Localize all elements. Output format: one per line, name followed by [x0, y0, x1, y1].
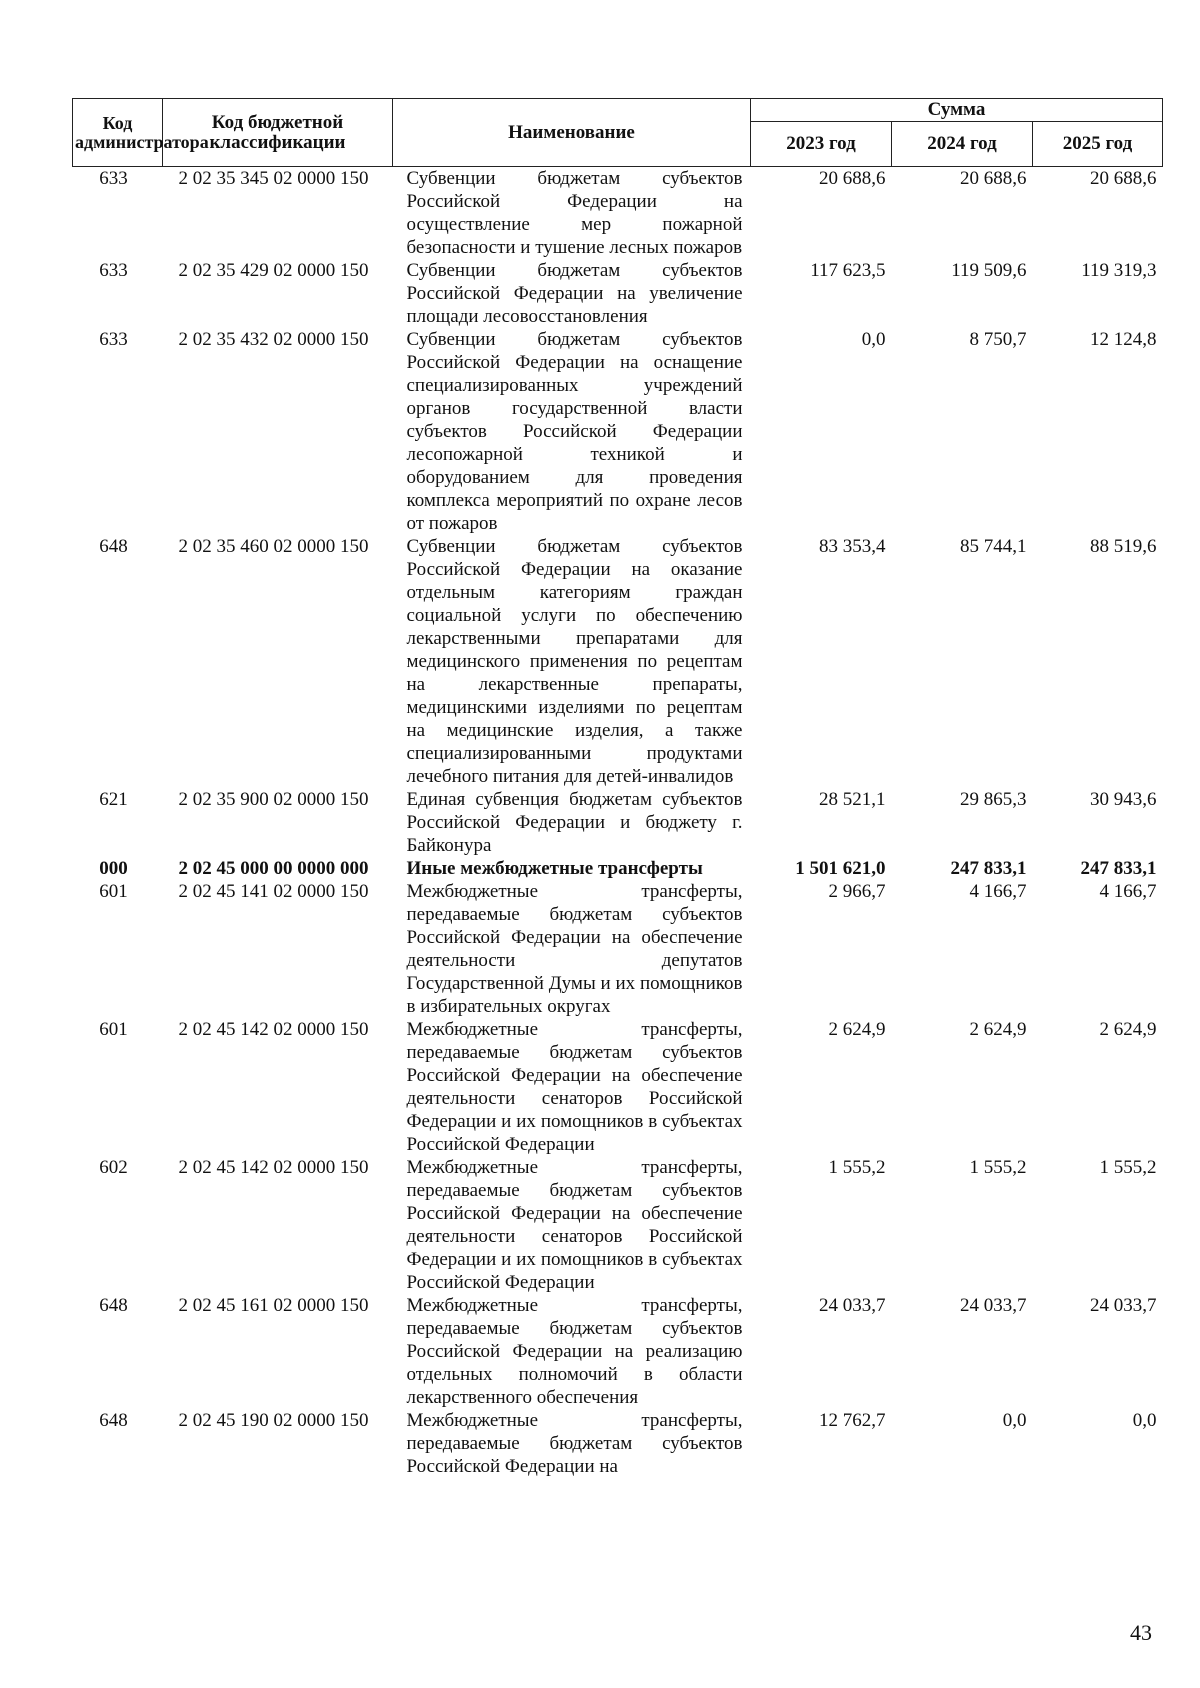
table-row — [73, 167, 1163, 260]
amount-2024-cell: 0,0 — [1002, 1410, 1027, 1431]
budget-code-cell: 2 02 45 000 00 0000 000 — [178, 858, 369, 879]
amount-2024-cell: 20 688,6 — [960, 168, 1027, 189]
amount-2025-cell: 30 943,6 — [1090, 789, 1157, 810]
header-year-2023: 2023 год — [751, 122, 892, 167]
table-row — [73, 857, 1163, 880]
table-header — [73, 99, 1163, 167]
amount-2024-cell: 1 555,2 — [969, 1157, 1027, 1178]
budget-code-cell: 2 02 45 142 02 0000 150 — [178, 1019, 369, 1040]
header-budget-code: Код бюджетной классификации — [163, 99, 393, 167]
header-year-2025: 2025 год — [1033, 122, 1163, 167]
admin-code-cell: 633 — [99, 329, 128, 350]
name-cell: Межбюджетные трансферты, передаваемые бюджетам субъектов Российской Федерации на обеспечение деятельности сенаторов Российской Федерации и их помощников в субъектах Российской Федерации — [406, 1019, 743, 1155]
name-cell: Субвенции бюджетам субъектов Российской Федерации на осуществление мер пожарной безопасности и тушение лесных пожаров — [406, 168, 743, 258]
admin-code-cell: 621 — [99, 789, 128, 810]
header-sum: Сумма — [751, 99, 1163, 122]
amount-2024-cell: 2 624,9 — [969, 1019, 1027, 1040]
amount-2023-cell: 24 033,7 — [819, 1295, 886, 1316]
amount-2024-cell: 8 750,7 — [969, 329, 1027, 350]
amount-2023-cell: 83 353,4 — [819, 536, 886, 557]
amount-2023-cell: 2 966,7 — [828, 881, 886, 902]
table-row — [73, 880, 1163, 1018]
amount-2023-cell: 117 623,5 — [810, 260, 886, 281]
amount-2023-cell: 0,0 — [861, 329, 886, 350]
amount-2025-cell: 119 319,3 — [1081, 260, 1157, 281]
table-row — [73, 1294, 1163, 1409]
admin-code-cell: 648 — [99, 536, 128, 557]
amount-2024-cell: 119 509,6 — [951, 260, 1027, 281]
amount-2024-cell: 247 833,1 — [950, 858, 1027, 879]
name-cell: Субвенции бюджетам субъектов Российской Федерации на оснащение специализированных учреждений органов государственной власти субъектов Российской Федерации лесопожарной техникой и оборудованием для проведения комплекса мероприятий по охране лесов от пожаров — [406, 329, 743, 534]
amount-2023-cell: 1 555,2 — [828, 1157, 886, 1178]
table-row — [73, 1156, 1163, 1294]
amount-2025-cell: 4 166,7 — [1099, 881, 1157, 902]
amount-2023-cell: 1 501 621,0 — [795, 858, 886, 879]
amount-2024-cell: 29 865,3 — [960, 789, 1027, 810]
amount-2025-cell: 88 519,6 — [1090, 536, 1157, 557]
table-body — [73, 167, 1163, 1479]
name-cell: Межбюджетные трансферты, передаваемые бюджетам субъектов Российской Федерации на обеспечение деятельности депутатов Государственной Думы и их помощников в избирательных округах — [406, 881, 743, 1017]
budget-code-cell: 2 02 35 900 02 0000 150 — [178, 789, 369, 810]
table-row — [73, 535, 1163, 788]
budget-code-cell: 2 02 35 429 02 0000 150 — [178, 260, 369, 281]
admin-code-cell: 633 — [99, 260, 128, 281]
amount-2023-cell: 28 521,1 — [819, 789, 886, 810]
name-cell: Субвенции бюджетам субъектов Российской Федерации на увеличение площади лесовосстановления — [406, 260, 743, 327]
admin-code-cell: 601 — [99, 1019, 128, 1040]
admin-code-cell: 648 — [99, 1295, 128, 1316]
table-row — [73, 1409, 1163, 1478]
name-cell: Межбюджетные трансферты, передаваемые бюджетам субъектов Российской Федерации на — [406, 1410, 743, 1477]
header-year-2024: 2024 год — [892, 122, 1033, 167]
budget-code-cell: 2 02 35 432 02 0000 150 — [178, 329, 369, 350]
amount-2025-cell: 20 688,6 — [1090, 168, 1157, 189]
budget-table — [72, 98, 1163, 1478]
amount-2025-cell: 247 833,1 — [1080, 858, 1157, 879]
name-cell: Субвенции бюджетам субъектов Российской Федерации на оказание отдельным категориям граждан социальной услуги по обеспечению лекарственными препаратами для медицинского применения по рецептам на лекарственные препараты, медицинскими изделиями по рецептам на медицинские изделия, а также специализированными продуктами лечебного питания для детей-инвалидов — [406, 536, 743, 787]
amount-2024-cell: 4 166,7 — [969, 881, 1027, 902]
budget-code-cell: 2 02 45 190 02 0000 150 — [178, 1410, 369, 1431]
admin-code-cell: 602 — [99, 1157, 128, 1178]
header-name: Наименование — [393, 99, 751, 167]
amount-2025-cell: 12 124,8 — [1090, 329, 1157, 350]
amount-2025-cell: 0,0 — [1132, 1410, 1157, 1431]
amount-2025-cell: 1 555,2 — [1099, 1157, 1157, 1178]
table-row — [73, 788, 1163, 857]
admin-code-cell: 633 — [99, 168, 128, 189]
admin-code-cell: 601 — [99, 881, 128, 902]
amount-2024-cell: 85 744,1 — [960, 536, 1027, 557]
table-row — [73, 259, 1163, 328]
budget-code-cell: 2 02 35 460 02 0000 150 — [178, 536, 369, 557]
budget-code-cell: 2 02 45 142 02 0000 150 — [178, 1157, 369, 1178]
amount-2025-cell: 24 033,7 — [1090, 1295, 1157, 1316]
admin-code-cell: 000 — [99, 858, 128, 879]
amount-2023-cell: 2 624,9 — [828, 1019, 886, 1040]
name-cell: Единая субвенция бюджетам субъектов Российской Федерации и бюджету г. Байконура — [406, 789, 743, 856]
table-row — [73, 1018, 1163, 1156]
header-admin-code: Код администратора — [73, 99, 163, 167]
budget-code-cell: 2 02 45 161 02 0000 150 — [178, 1295, 369, 1316]
amount-2025-cell: 2 624,9 — [1099, 1019, 1157, 1040]
name-cell: Межбюджетные трансферты, передаваемые бюджетам субъектов Российской Федерации на обеспечение деятельности сенаторов Российской Федерации и их помощников в субъектах Российской Федерации — [406, 1157, 743, 1293]
budget-code-cell: 2 02 45 141 02 0000 150 — [178, 881, 369, 902]
amount-2024-cell: 24 033,7 — [960, 1295, 1027, 1316]
name-cell: Иные межбюджетные трансферты — [406, 858, 703, 879]
amount-2023-cell: 12 762,7 — [819, 1410, 886, 1431]
amount-2023-cell: 20 688,6 — [819, 168, 886, 189]
table-row — [73, 328, 1163, 535]
page-number: 43 — [1130, 1620, 1152, 1645]
admin-code-cell: 648 — [99, 1410, 128, 1431]
budget-code-cell: 2 02 35 345 02 0000 150 — [178, 168, 369, 189]
name-cell: Межбюджетные трансферты, передаваемые бюджетам субъектов Российской Федерации на реализацию отдельных полномочий в области лекарственного обеспечения — [406, 1295, 743, 1408]
